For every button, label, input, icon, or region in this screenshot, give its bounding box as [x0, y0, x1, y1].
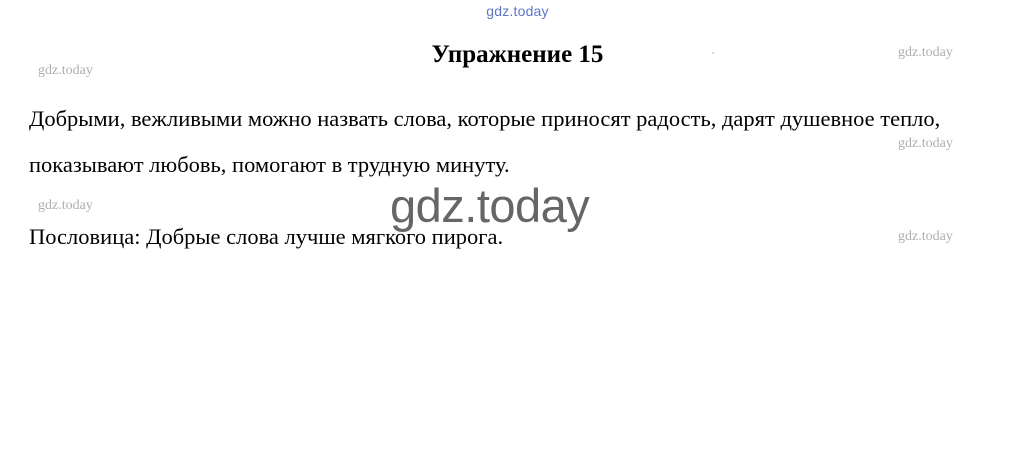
watermark-right-middle: gdz.today [898, 136, 953, 151]
watermark-left-upper: gdz.today [38, 63, 93, 78]
decorative-dot [712, 52, 714, 54]
watermark-right-upper: gdz.today [898, 45, 953, 60]
watermark-right-lower: gdz.today [898, 229, 953, 244]
watermark-top-center: gdz.today [486, 3, 549, 19]
watermark-center-large: gdz.today [390, 179, 590, 232]
watermark-left-lower: gdz.today [38, 198, 93, 213]
answer-paragraph-1: Добрыми, вежливыми можно назвать слова, которые приносят радость, дарят душевное тепло, показывают любовь, помогают в трудную минуту. [29, 106, 941, 177]
answer-paragraph-2: Пословица: Добрые слова лучше мягкого пирога. [29, 224, 504, 249]
page-title: Упражнение 15 [431, 41, 604, 68]
